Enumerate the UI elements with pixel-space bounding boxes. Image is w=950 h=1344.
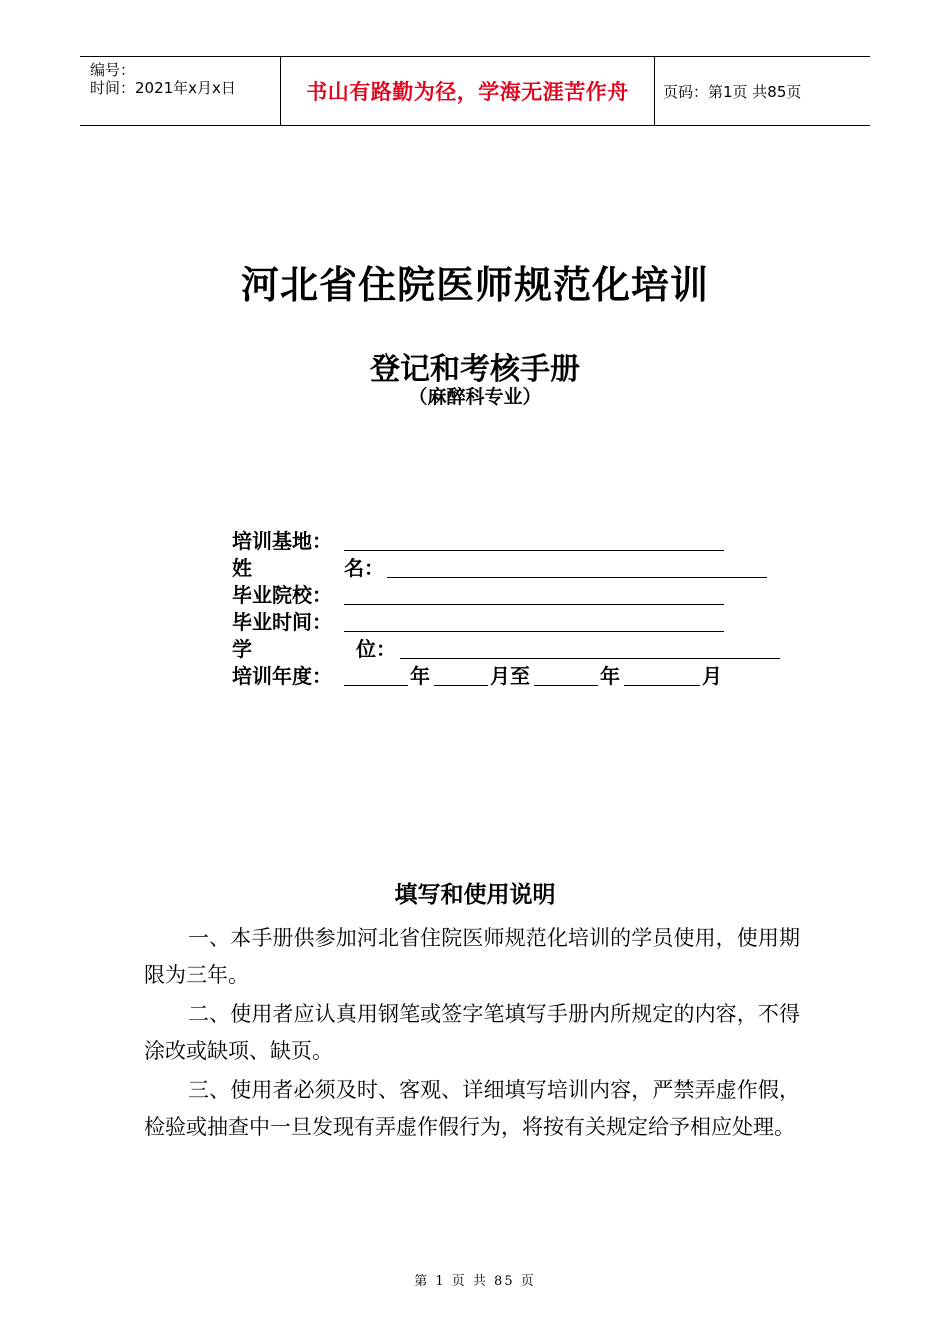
- page-footer: 第 1 页 共 85 页: [414, 1274, 536, 1289]
- grad-time-label: 毕业时间：: [232, 610, 332, 634]
- year-unit-1: 年: [410, 664, 430, 688]
- name-label-2: 名：: [344, 556, 384, 580]
- end-month-field[interactable]: [624, 663, 700, 686]
- page-subtitle: 登记和考核手册: [370, 352, 580, 387]
- degree-field[interactable]: [400, 636, 780, 659]
- base-label: 培训基地：: [232, 529, 332, 553]
- start-month-field[interactable]: [434, 663, 488, 686]
- header-motto-cell: [281, 57, 655, 125]
- end-year-field[interactable]: [534, 663, 598, 686]
- name-label-1: 姓: [232, 556, 252, 580]
- school-label: 毕业院校：: [232, 583, 332, 607]
- start-year-field[interactable]: [344, 663, 408, 686]
- grad-time-field[interactable]: [344, 609, 724, 632]
- school-field[interactable]: [344, 582, 724, 605]
- header-page-info: [655, 57, 870, 125]
- month-to: 月至: [490, 664, 530, 688]
- name-field[interactable]: [387, 555, 767, 578]
- header-table: [80, 56, 870, 126]
- month-unit: 月: [702, 664, 722, 688]
- year-unit-2: 年: [600, 664, 620, 688]
- degree-label-2: 位：: [356, 637, 396, 661]
- document-number: 编号：: [90, 61, 136, 79]
- document-time: 时间：2021年x月x日: [90, 79, 236, 97]
- major-label: （麻醉科专业）: [408, 386, 542, 408]
- instruction-item: 一、本手册供参加河北省住院医师规范化培训的学员使用，使用期限为三年。: [144, 926, 800, 987]
- page-title: 河北省住院医师规范化培训: [240, 263, 709, 307]
- instruction-item: 三、使用者必须及时、客观、详细填写培训内容，严禁弄虚作假，检验或抽查中一旦发现有弄虚作假行为，将按有关规定给予相应处理。: [144, 1078, 800, 1139]
- year-label: 培训年度：: [232, 664, 332, 688]
- base-field[interactable]: [344, 528, 724, 551]
- instruction-item: 二、使用者应认真用钢笔或签字笔填写手册内所规定的内容，不得涂改或缺项、缺页。: [144, 1002, 800, 1063]
- page-info: 页码：第1页 共85页: [663, 82, 802, 101]
- degree-label-1: 学: [232, 637, 252, 661]
- instructions-title: 填写和使用说明: [394, 882, 556, 908]
- header-meta: [80, 57, 281, 125]
- motto: 书山有路勤为径，学海无涯苦作舟: [306, 80, 629, 104]
